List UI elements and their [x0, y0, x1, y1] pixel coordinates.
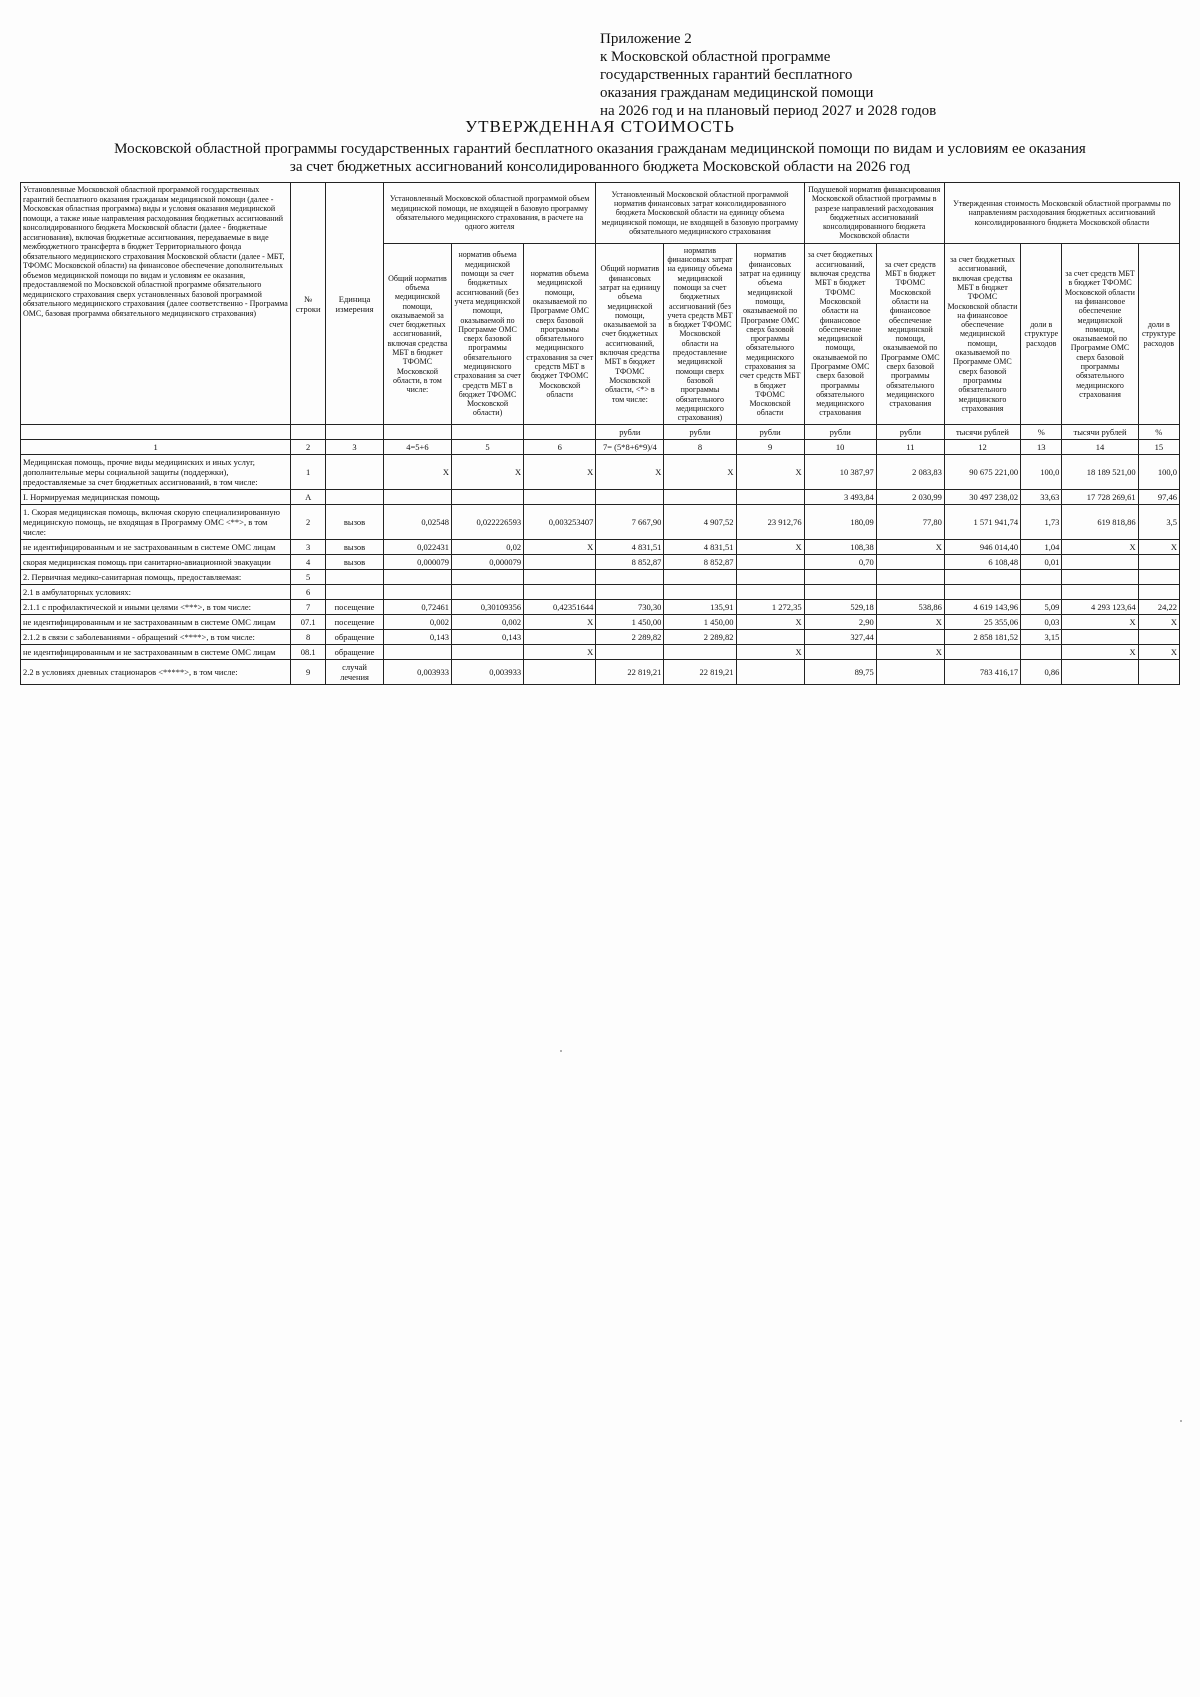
table-cell: 783 416,17 — [944, 660, 1020, 685]
table-cell — [383, 585, 451, 600]
table-cell — [736, 630, 804, 645]
header-group-per-capita: Подушевой норматив финансирования Московской областной программы в разрезе направлений расходования бюджетных ассигнований консолидированного бюджета Московской области — [804, 183, 944, 244]
table-cell: 30 497 238,02 — [944, 490, 1020, 505]
table-cell: не идентифицированным и не застрахованным в системе ОМС лицам — [21, 615, 291, 630]
table-cell: 100,0 — [1138, 455, 1179, 490]
table-row — [21, 615, 1180, 630]
table-cell — [876, 570, 944, 585]
table-cell: A — [291, 490, 326, 505]
table-cell: 10 — [804, 440, 876, 455]
table-cell — [1062, 570, 1138, 585]
table-cell — [1138, 555, 1179, 570]
header-c4: Общий норматив объема медицинской помощи, оказываемой за счет бюджетных ассигнований, включая средства МБТ в бюджет ТФОМС Московской области, в том числе: — [383, 243, 451, 425]
table-cell: 12 — [944, 440, 1020, 455]
table-cell — [596, 645, 664, 660]
table-cell: X — [451, 455, 523, 490]
table-cell: 180,09 — [804, 505, 876, 540]
table-cell: X — [736, 540, 804, 555]
header-c14: за счет средств МБТ в бюджет ТФОМС Московской области на финансовое обеспечение медицинской помощи, оказываемой по Программе ОМС сверх базовой программы обязательного медицинского страхования — [1062, 243, 1138, 425]
table-cell: рубли — [876, 425, 944, 440]
table-cell: X — [383, 455, 451, 490]
table-cell: рубли — [664, 425, 736, 440]
table-cell: 22 819,21 — [664, 660, 736, 685]
table-cell: 15 — [1138, 440, 1179, 455]
table-cell: 0,02548 — [383, 505, 451, 540]
table-cell: 89,75 — [804, 660, 876, 685]
table-cell: X — [1138, 645, 1179, 660]
table-cell — [524, 660, 596, 685]
table-cell: 90 675 221,00 — [944, 455, 1020, 490]
table-row — [21, 505, 1180, 540]
table-cell: 4 831,51 — [664, 540, 736, 555]
table-cell: 3,15 — [1021, 630, 1062, 645]
table-cell: вызов — [326, 555, 384, 570]
table-cell: 0,42351644 — [524, 600, 596, 615]
table-cell — [736, 585, 804, 600]
attachment-line: Приложение 2 — [600, 31, 692, 47]
table-cell: 0,03 — [1021, 615, 1062, 630]
table-cell: 946 014,40 — [944, 540, 1020, 555]
table-cell — [524, 490, 596, 505]
table-row — [21, 540, 1180, 555]
table-cell: 7 — [291, 600, 326, 615]
table-cell: 0,000079 — [383, 555, 451, 570]
header-c6: норматив объема медицинской помощи, оказываемой по Программе ОМС сверх базовой программы обязательного медицинского страхования за счет средств МБТ в бюджет ТФОМС Московской области — [524, 243, 596, 425]
table-row — [21, 600, 1180, 615]
table-cell — [21, 425, 291, 440]
table-cell — [664, 585, 736, 600]
table-cell: % — [1021, 425, 1062, 440]
table-cell — [596, 570, 664, 585]
table-cell: X — [524, 455, 596, 490]
title-main: УТВЕРЖДЕННАЯ СТОИМОСТЬ — [465, 117, 735, 136]
table-cell: 11 — [876, 440, 944, 455]
table-cell: 108,38 — [804, 540, 876, 555]
table-cell: X — [876, 615, 944, 630]
table-cell — [1062, 660, 1138, 685]
table-cell — [291, 425, 326, 440]
table-cell: % — [1138, 425, 1179, 440]
table-cell: вызов — [326, 540, 384, 555]
table-cell: 8 852,87 — [664, 555, 736, 570]
table-cell: 0,86 — [1021, 660, 1062, 685]
header-row-groups — [21, 183, 1180, 244]
table-cell: случай лечения — [326, 660, 384, 685]
table-cell: 1,73 — [1021, 505, 1062, 540]
table-cell: 2,90 — [804, 615, 876, 630]
table-cell: X — [1138, 615, 1179, 630]
table-cell: 2.2 в условиях дневных стационаров <*****>, в том числе: — [21, 660, 291, 685]
table-cell: 07.1 — [291, 615, 326, 630]
document-title — [50, 118, 1150, 176]
table-cell — [383, 570, 451, 585]
table-cell: 100,0 — [1021, 455, 1062, 490]
table-cell: 8 — [664, 440, 736, 455]
table-cell: 2 289,82 — [664, 630, 736, 645]
table-cell: X — [596, 455, 664, 490]
table-cell: 0,002 — [451, 615, 523, 630]
table-cell: 6 — [524, 440, 596, 455]
table-cell: X — [1062, 540, 1138, 555]
table-cell: X — [1062, 645, 1138, 660]
table-cell: тысячи рублей — [1062, 425, 1138, 440]
table-cell: 0,000079 — [451, 555, 523, 570]
table-cell — [451, 425, 523, 440]
table-cell: X — [1062, 615, 1138, 630]
table-cell: 1,04 — [1021, 540, 1062, 555]
table-cell — [944, 585, 1020, 600]
table-cell: 24,22 — [1138, 600, 1179, 615]
table-cell: X — [1138, 540, 1179, 555]
table-cell: 4 — [291, 555, 326, 570]
table-row — [21, 555, 1180, 570]
index-row — [21, 440, 1180, 455]
table-cell: 2 289,82 — [596, 630, 664, 645]
table-body — [21, 425, 1180, 685]
table-row — [21, 570, 1180, 585]
table-cell: рубли — [804, 425, 876, 440]
table-row — [21, 585, 1180, 600]
table-cell — [1138, 660, 1179, 685]
table-cell: 327,44 — [804, 630, 876, 645]
attachment-block — [600, 30, 1160, 120]
table-cell: 5 — [451, 440, 523, 455]
table-cell: 6 — [291, 585, 326, 600]
table-cell — [1021, 585, 1062, 600]
table-cell: 3 — [291, 540, 326, 555]
table-cell: 4 831,51 — [596, 540, 664, 555]
table-cell: 0,01 — [1021, 555, 1062, 570]
table-cell: 08.1 — [291, 645, 326, 660]
header-c7: Общий норматив финансовых затрат на единицу объема медицинской помощи, оказываемой за счет бюджетных ассигнований, включая средства МБТ в бюджет ТФОМС Московской области, <*> в том числе: — [596, 243, 664, 425]
table-cell: 77,80 — [876, 505, 944, 540]
table-cell: посещение — [326, 600, 384, 615]
table-cell: 8 — [291, 630, 326, 645]
table-cell — [451, 570, 523, 585]
table-cell: вызов — [326, 505, 384, 540]
table-cell: 7= (5*8+6*9)/4 — [596, 440, 664, 455]
table-cell — [524, 425, 596, 440]
table-cell — [326, 585, 384, 600]
table-cell — [326, 490, 384, 505]
header-c12: за счет бюджетных ассигнований, включая средства МБТ в бюджет ТФОМС Московской области на финансовое обеспечение медицинской помощи, оказываемой по Программе ОМС сверх базовой программы обязательного медицинского страхования — [944, 243, 1020, 425]
table-cell: 1 571 941,74 — [944, 505, 1020, 540]
header-c9: норматив финансовых затрат на единицу объема медицинской помощи, оказываемой по Программе ОМС сверх базовой программы обязательного медицинского страхования за счет средств МБТ в бюджет ТФОМС Московской области — [736, 243, 804, 425]
table-cell — [451, 585, 523, 600]
table-cell: 4 907,52 — [664, 505, 736, 540]
table-cell: 9 — [736, 440, 804, 455]
table-cell: 4 293 123,64 — [1062, 600, 1138, 615]
scan-speck — [560, 1050, 562, 1052]
table-cell: 2 858 181,52 — [944, 630, 1020, 645]
table-cell: 1 450,00 — [596, 615, 664, 630]
cost-table — [20, 182, 1180, 685]
table-cell: 6 108,48 — [944, 555, 1020, 570]
header-c11: за счет средств МБТ в бюджет ТФОМС Московской области на финансовое обеспечение медицинской помощи, оказываемой по Программе ОМС сверх базовой программы обязательного медицинского страхования — [876, 243, 944, 425]
table-cell — [876, 630, 944, 645]
table-cell: 2.1.2 в связи с заболеваниями - обращений <****>, в том числе: — [21, 630, 291, 645]
table-cell: 2.1 в амбулаторных условиях: — [21, 585, 291, 600]
table-cell: X — [736, 455, 804, 490]
table-cell: 3,5 — [1138, 505, 1179, 540]
table-cell — [1138, 585, 1179, 600]
table-cell — [804, 585, 876, 600]
table-cell — [451, 490, 523, 505]
table-cell: 529,18 — [804, 600, 876, 615]
header-c8: норматив финансовых затрат на единицу объема медицинской помощи за счет бюджетных ассигнований (без учета средств МБТ в бюджет ТФОМС Московской области на предоставление медицинской помощи сверх базовой программы обязательного медицинского страхования) — [664, 243, 736, 425]
attachment-line: на 2026 год и на плановый период 2027 и 2028 годов — [600, 103, 937, 119]
attachment-line: государственных гарантий бесплатного — [600, 67, 853, 83]
table-cell — [876, 660, 944, 685]
header-c15: доли в структуре расходов — [1138, 243, 1179, 425]
table-cell: 4 619 143,96 — [944, 600, 1020, 615]
table-cell: 5 — [291, 570, 326, 585]
table-cell: 14 — [1062, 440, 1138, 455]
table-cell — [804, 570, 876, 585]
table-cell — [876, 585, 944, 600]
table-cell: 0,003933 — [383, 660, 451, 685]
table-cell — [596, 490, 664, 505]
table-cell: X — [664, 455, 736, 490]
table-cell — [1021, 645, 1062, 660]
attachment-line: к Московской областной программе — [600, 49, 831, 65]
table-cell — [944, 570, 1020, 585]
table-cell — [524, 555, 596, 570]
table-cell — [451, 645, 523, 660]
table-cell — [736, 660, 804, 685]
table-cell — [596, 585, 664, 600]
header-group-volume: Установленный Московской областной программой объем медицинской помощи, не входящей в базовую программу обязательного медицинского страхования, в расчете на одного жителя — [383, 183, 595, 244]
table-cell — [383, 645, 451, 660]
table-cell: не идентифицированным и не застрахованным в системе ОМС лицам — [21, 645, 291, 660]
units-row — [21, 425, 1180, 440]
table-cell: 3 — [326, 440, 384, 455]
table-cell: 2 083,83 — [876, 455, 944, 490]
table-cell — [326, 570, 384, 585]
table-cell — [326, 425, 384, 440]
attachment-line: оказания гражданам медицинской помощи — [600, 85, 874, 101]
table-cell: 538,86 — [876, 600, 944, 615]
table-cell — [876, 555, 944, 570]
table-cell — [1062, 555, 1138, 570]
table-cell: 0,022431 — [383, 540, 451, 555]
table-cell: 17 728 269,61 — [1062, 490, 1138, 505]
table-cell — [383, 425, 451, 440]
table-cell: рубли — [736, 425, 804, 440]
table-cell: 730,30 — [596, 600, 664, 615]
table-cell: 97,46 — [1138, 490, 1179, 505]
table-cell: 7 667,90 — [596, 505, 664, 540]
table-cell — [383, 490, 451, 505]
table-cell: 1 450,00 — [664, 615, 736, 630]
table-cell: 5,09 — [1021, 600, 1062, 615]
table-cell — [736, 570, 804, 585]
table-cell — [1062, 630, 1138, 645]
table-cell — [944, 645, 1020, 660]
table-cell: 0,002 — [383, 615, 451, 630]
table-cell: X — [876, 540, 944, 555]
table-row — [21, 455, 1180, 490]
header-group-cost: Утвержденная стоимость Московской областной программы по направлениям расходования бюджетных ассигнований консолидированного бюджета Московской области — [944, 183, 1179, 244]
scan-speck — [1180, 1420, 1182, 1422]
table-cell: 10 387,97 — [804, 455, 876, 490]
table-cell: 2 — [291, 505, 326, 540]
table-cell: 3 493,84 — [804, 490, 876, 505]
table-cell: 8 852,87 — [596, 555, 664, 570]
header-col2: № строки — [291, 183, 326, 425]
table-cell: 18 189 521,00 — [1062, 455, 1138, 490]
table-cell: 23 912,76 — [736, 505, 804, 540]
table-cell — [664, 490, 736, 505]
table-cell: X — [736, 645, 804, 660]
table-cell: 1 272,35 — [736, 600, 804, 615]
table-cell — [664, 645, 736, 660]
table-cell: 619 818,86 — [1062, 505, 1138, 540]
header-c5: норматив объема медицинской помощи за счет бюджетных ассигнований (без учета медицинской помощи, оказываемой по Программе ОМС сверх базовой программы обязательного медицинского страхования за счет средств МБТ в бюджет ТФОМС Московской области) — [451, 243, 523, 425]
table-cell — [736, 555, 804, 570]
table-cell: 1. Скорая медицинская помощь, включая скорую специализированную медицинскую помощь, не входящая в Программу ОМС <**>, в том числе: — [21, 505, 291, 540]
table-cell: Медицинская помощь, прочие виды медицинских и иных услуг, дополнительные меры социальной защиты (поддержки), предоставляемые за счет бюджетных ассигнований, в том числе: — [21, 455, 291, 490]
title-line: Московской областной программы государственных гарантий бесплатного оказания гражданам медицинской помощи по видам и условиям ее оказания — [114, 141, 1086, 157]
table-cell: X — [736, 615, 804, 630]
table-cell — [326, 455, 384, 490]
table-cell: X — [524, 540, 596, 555]
table-row — [21, 645, 1180, 660]
table-cell: 2. Первичная медико-санитарная помощь, предоставляемая: — [21, 570, 291, 585]
table-cell: 0,72461 — [383, 600, 451, 615]
table-cell: посещение — [326, 615, 384, 630]
table-cell: 2.1.1 с профилактической и иными целями <***>, в том числе: — [21, 600, 291, 615]
table-cell: I. Нормируемая медицинская помощь — [21, 490, 291, 505]
table-cell: X — [524, 615, 596, 630]
table-cell — [1062, 585, 1138, 600]
table-cell: 33,63 — [1021, 490, 1062, 505]
table-cell — [804, 645, 876, 660]
table-cell: 0,143 — [451, 630, 523, 645]
table-cell: 9 — [291, 660, 326, 685]
table-cell — [1138, 570, 1179, 585]
table-row — [21, 490, 1180, 505]
table-cell: обращение — [326, 630, 384, 645]
table-cell: 2 030,99 — [876, 490, 944, 505]
table-row — [21, 630, 1180, 645]
table-cell: 0,003253407 — [524, 505, 596, 540]
title-line: за счет бюджетных ассигнований консолидированного бюджета Московской области на 2026 год — [289, 159, 911, 175]
table-cell: тысячи рублей — [944, 425, 1020, 440]
table-cell: 4=5+6 — [383, 440, 451, 455]
table-cell: обращение — [326, 645, 384, 660]
table-cell: 0,30109356 — [451, 600, 523, 615]
table-row — [21, 660, 1180, 685]
table-cell: 1 — [21, 440, 291, 455]
table-cell: X — [524, 645, 596, 660]
table-cell: 0,143 — [383, 630, 451, 645]
table-cell: 2 — [291, 440, 326, 455]
table-cell: 0,003933 — [451, 660, 523, 685]
table-cell: 135,91 — [664, 600, 736, 615]
table-header — [21, 183, 1180, 425]
table-cell: 25 355,06 — [944, 615, 1020, 630]
table-cell: 0,02 — [451, 540, 523, 555]
table-cell: 22 819,21 — [596, 660, 664, 685]
header-col3: Единица измерения — [326, 183, 384, 425]
table-cell — [524, 585, 596, 600]
table-cell — [664, 570, 736, 585]
table-cell: 0,70 — [804, 555, 876, 570]
table-cell: X — [876, 645, 944, 660]
table-cell: 13 — [1021, 440, 1062, 455]
header-c10: за счет бюджетных ассигнований, включая средства МБТ в бюджет ТФОМС Московской области на финансовое обеспечение медицинской помощи, оказываемой по Программе ОМС сверх базовой программы обязательного медицинского страхования — [804, 243, 876, 425]
table-cell: рубли — [596, 425, 664, 440]
table-cell — [524, 630, 596, 645]
table-cell — [1021, 570, 1062, 585]
table-cell: 1 — [291, 455, 326, 490]
header-c13: доли в структуре расходов — [1021, 243, 1062, 425]
table-cell — [1138, 630, 1179, 645]
table-cell — [736, 490, 804, 505]
table-cell — [524, 570, 596, 585]
header-group-norm: Установленный Московской областной программой норматив финансовых затрат консолидированного бюджета Московской области на единицу объема медицинской помощи, не входящей в базовую программу обязательного медицинского страхования — [596, 183, 804, 244]
table-cell: скорая медицинская помощь при санитарно-авиационной эвакуации — [21, 555, 291, 570]
table-cell: 0,022226593 — [451, 505, 523, 540]
table-cell: не идентифицированным и не застрахованным в системе ОМС лицам — [21, 540, 291, 555]
header-col1: Установленные Московской областной программой государственных гарантий бесплатного оказания гражданам медицинской помощи (далее - Московская областная программа) виды и условия оказания медицинской помощи, а также иные направления расходования бюджетных ассигнований консолидированного бюджета Московской области (далее - бюджетные ассигнования), включая бюджетные ассигнования, передаваемые в виде межбюджетного трансферта в бюджет Территориального фонда обязательного медицинского страхования Московской области (далее - МБТ, ТФОМС Московской области) на финансовое обеспечение дополнительных объемов медицинской помощи по видам и условиям ее оказания, предоставляемой по Московской областной программе обязательного медицинского страхования сверх установленных базовой программой обязательного медицинского страхования (далее соответственно - Программа ОМС, базовая программа обязательного медицинского страхования) — [21, 183, 291, 425]
